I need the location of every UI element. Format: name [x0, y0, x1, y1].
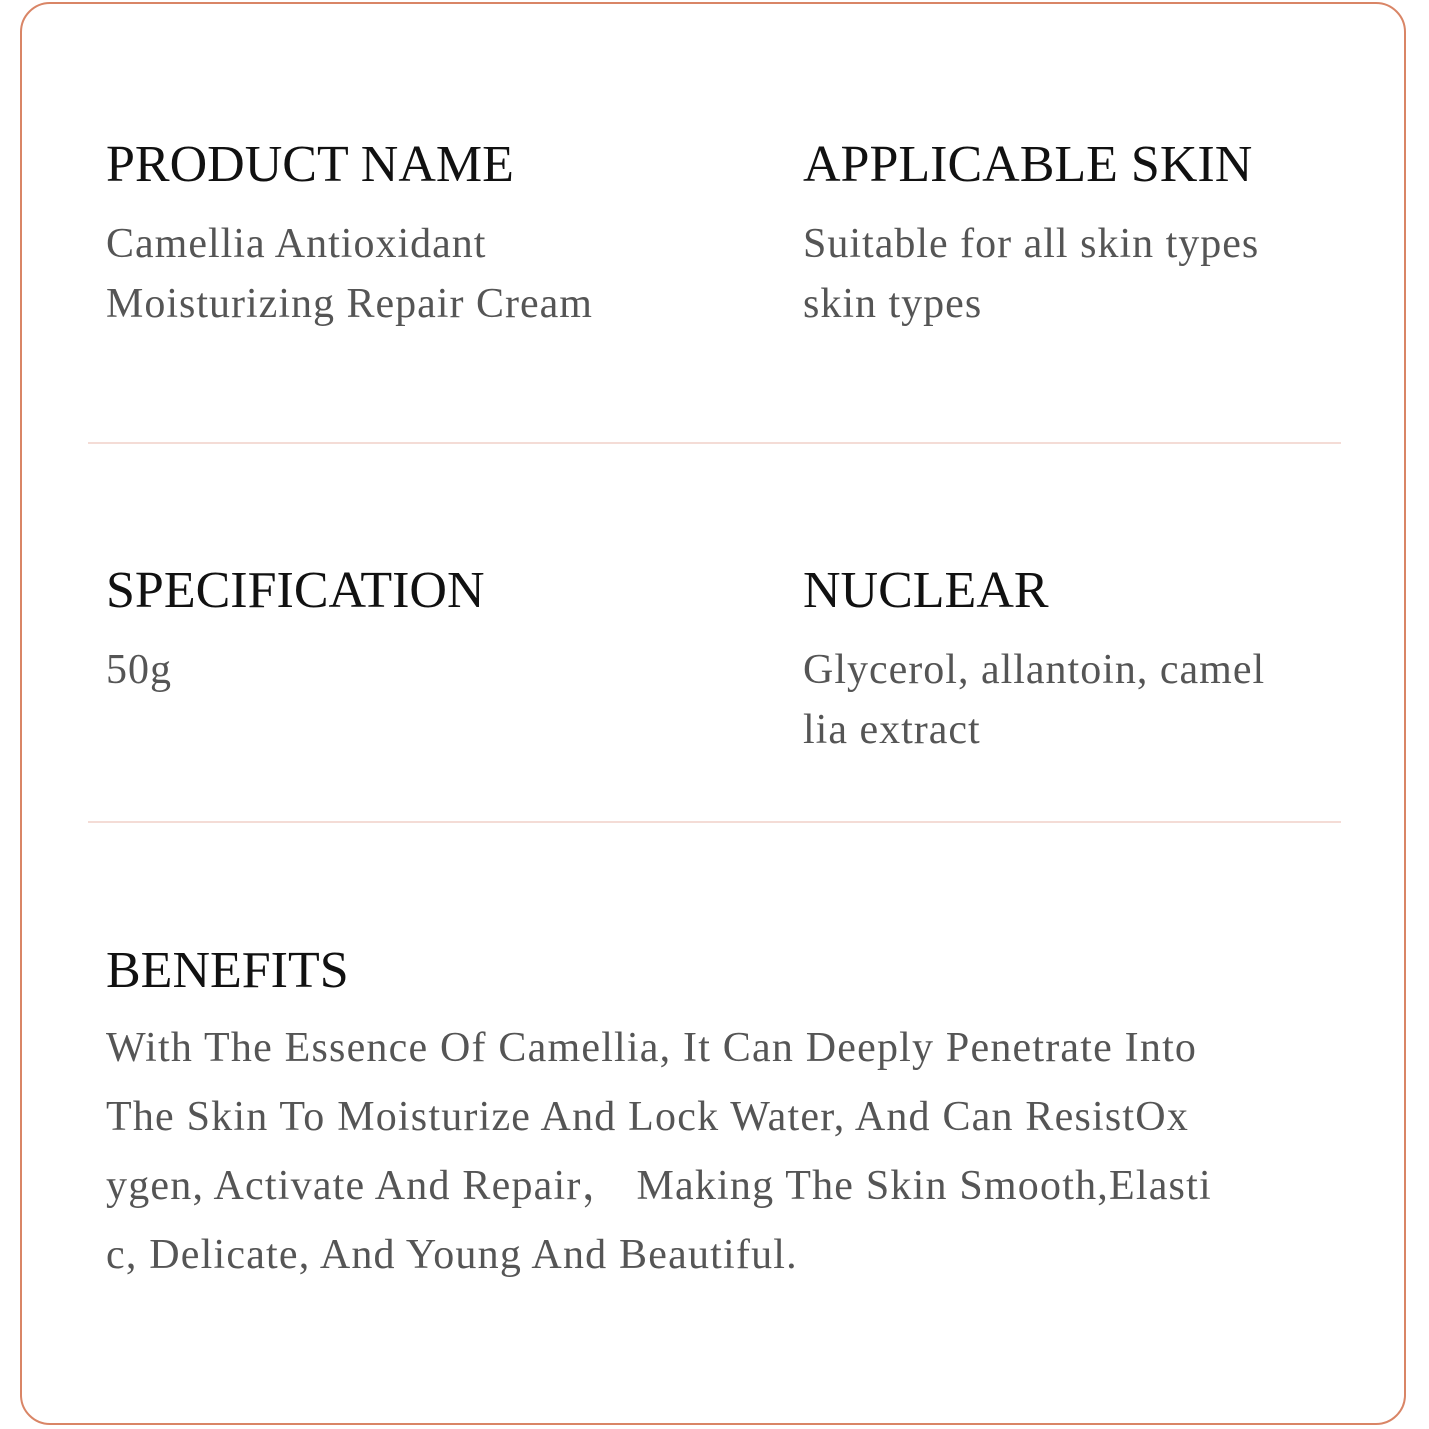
specification-line: 50g [106, 647, 172, 693]
applicable-skin-value [803, 214, 1259, 334]
divider-top [88, 442, 1341, 444]
product-name-value [106, 214, 593, 334]
product-name-line: Camellia Antioxidant [106, 221, 487, 267]
benefits-heading: BENEFITS [106, 942, 349, 999]
applicable-skin-line: Suitable for all skin types [803, 221, 1260, 267]
benefits-line: ygen, Activate And Repair， Making The Skin Smooth,Elasti [106, 1163, 1212, 1209]
benefits-line: The Skin To Moisturize And Lock Water, And Can ResistOx [106, 1094, 1190, 1140]
divider-bottom [88, 821, 1341, 823]
specification-value [106, 640, 172, 700]
nuclear-heading: NUCLEAR [803, 562, 1049, 619]
nuclear-line: Glycerol, allantoin, camel [803, 647, 1266, 693]
specification-heading: SPECIFICATION [106, 562, 485, 619]
nuclear-value [803, 640, 1265, 760]
benefits-value [106, 1014, 1212, 1290]
applicable-skin-heading: APPLICABLE SKIN [803, 136, 1253, 193]
benefits-line: With The Essence Of Camellia, It Can Deeply Penetrate Into [106, 1025, 1198, 1071]
product-name-heading: PRODUCT NAME [106, 136, 514, 193]
nuclear-line: lia extract [803, 707, 981, 753]
product-name-line: Moisturizing Repair Cream [106, 281, 593, 327]
applicable-skin-line: skin types [803, 281, 983, 327]
benefits-line: c, Delicate, And Young And Beautiful. [106, 1232, 798, 1278]
